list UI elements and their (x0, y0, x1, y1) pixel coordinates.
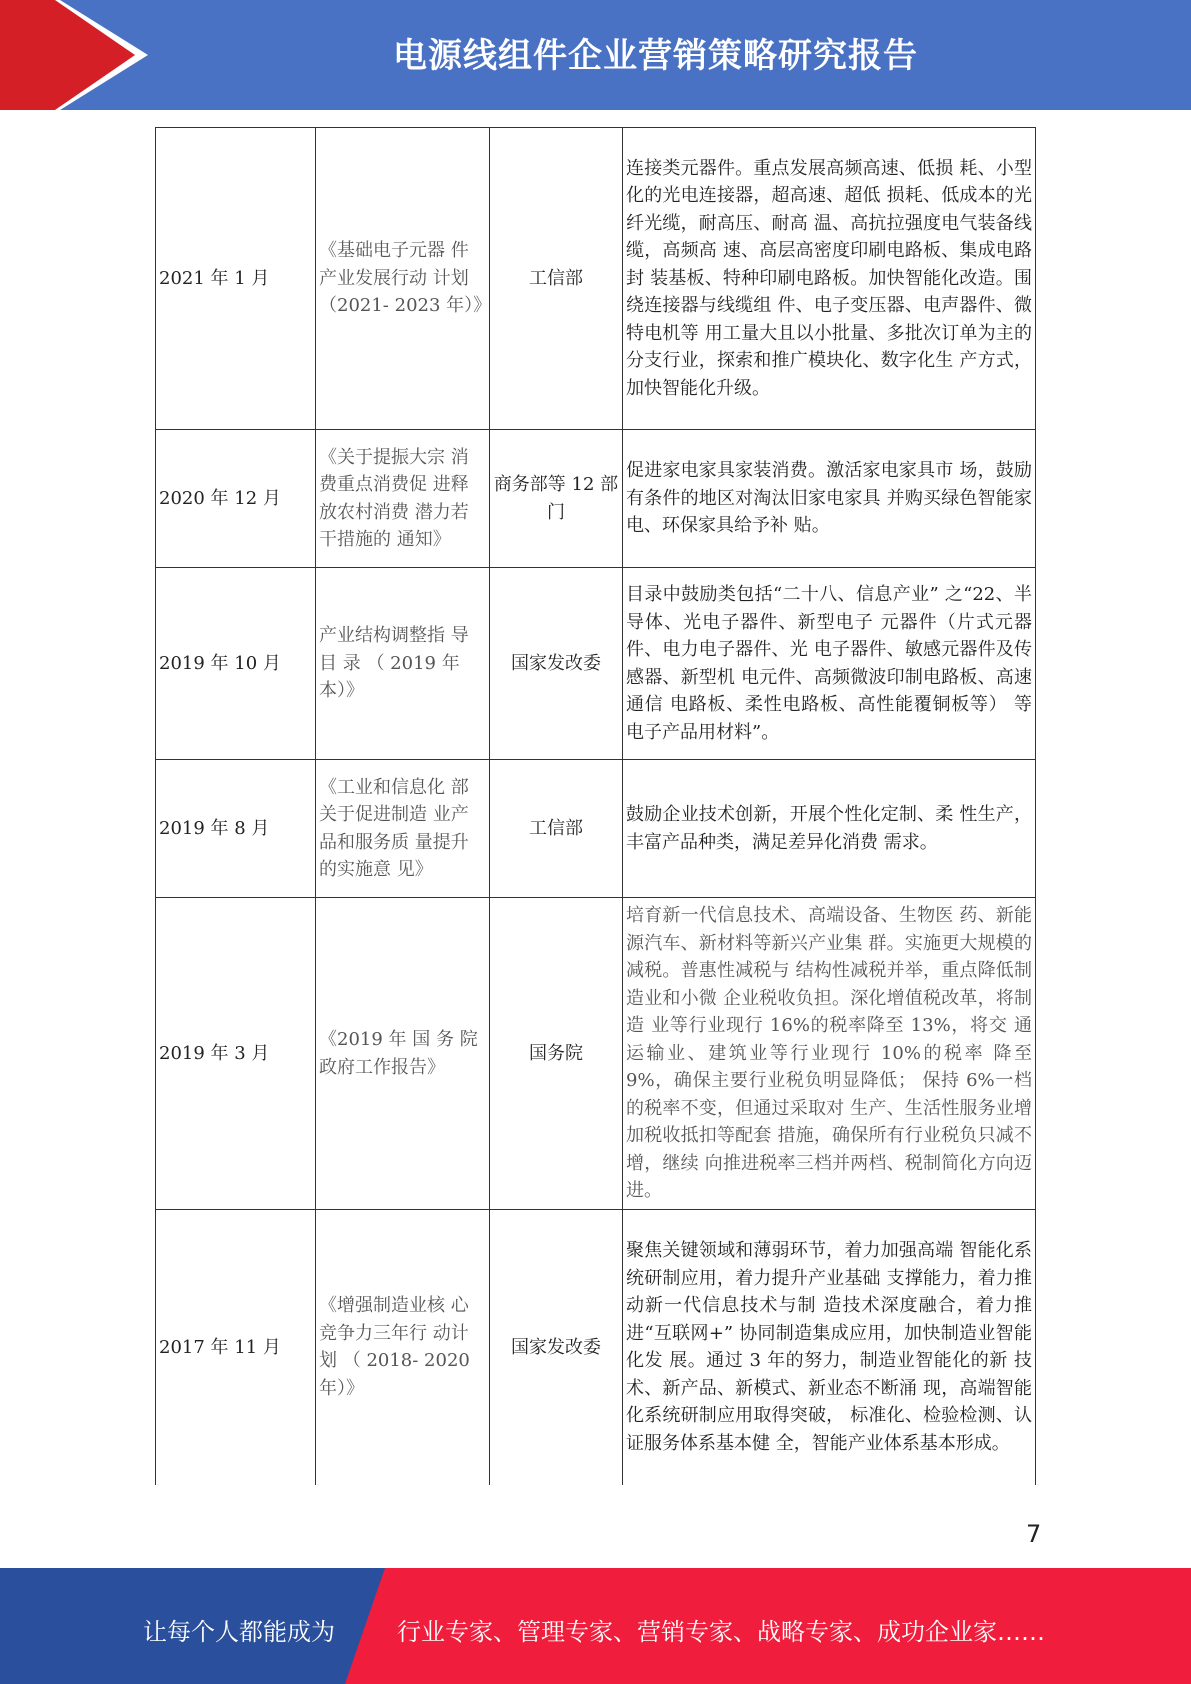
department-cell: 商务部等 12 部门 (490, 430, 623, 568)
date-cell: 2019 年 3 月 (156, 898, 316, 1210)
footer-slogan-left: 让每个人都能成为 (143, 1618, 335, 1646)
date-cell: 2019 年 10 月 (156, 568, 316, 760)
page-footer (0, 1568, 1191, 1684)
date-cell: 2017 年 11 月 (156, 1210, 316, 1485)
table-row (156, 760, 1036, 898)
department-cell: 国务院 (490, 898, 623, 1210)
policy-name-cell: 《基础电子元器 件产业发展行动 计划（2021- 2023 年）》 (316, 128, 490, 430)
policy-name-cell: 《关于提振大宗 消费重点消费促 进释放农村消费 潜力若干措施的 通知》 (316, 430, 490, 568)
date-cell: 2021 年 1 月 (156, 128, 316, 430)
policy-content-cell: 促进家电家具家装消费。激活家电家具市 场，鼓励有条件的地区对淘汰旧家电家具 并购买绿色智能家电、环保家具给予补 贴。 (623, 430, 1036, 568)
policy-content-cell: 鼓励企业技术创新，开展个性化定制、柔 性生产，丰富产品种类，满足差异化消费 需求。 (623, 760, 1036, 898)
policy-content-cell: 连接类元器件。重点发展高频高速、低损 耗、小型化的光电连接器，超高速、超低 损耗、低成本的光纤光缆，耐高压、耐高 温、高抗拉强度电气装备线缆，高频高 速、高层高密度印刷电路板、集成电路封 装基板、特种印刷电路板。加快智能化改造。围绕连接器与线缆组 件、电子变压器、电声器件、微特电机等 用工量大且以小批量、多批次订单为主的 分支行业，探索和推广模块化、数字化生 产方式，加快智能化升级。 (623, 128, 1036, 430)
table-row (156, 898, 1036, 1210)
department-cell: 工信部 (490, 128, 623, 430)
policy-content-cell: 目录中鼓励类包括“二十八、信息产业” 之“22、半导体、光电子器件、新型电子 元器件（片式元器件、电力电子器件、光 电子器件、敏感元器件及传感器、新型机 电元件、高频微波印制电路板、高速通信 电路板、柔性电路板、高性能覆铜板等） 等电子产品用材料”。 (623, 568, 1036, 760)
date-cell: 2020 年 12 月 (156, 430, 316, 568)
department-cell: 工信部 (490, 760, 623, 898)
policy-name-cell: 《工业和信息化 部关于促进制造 业产品和服务质 量提升的实施意 见》 (316, 760, 490, 898)
report-title: 电源线组件企业营销策略研究报告 (393, 36, 918, 76)
policy-name-cell: 产业结构调整指 导目 录 （ 2019 年本）》 (316, 568, 490, 760)
policy-content-cell: 聚焦关键领域和薄弱环节，着力加强高端 智能化系统研制应用，着力提升产业基础 支撑能力，着力推动新一代信息技术与制 造技术深度融合，着力推进“互联网+” 协同制造集成应用，加快制造业智能化发 展。通过 3 年的努力，制造业智能化的新 技术、新产品、新模式、新业态不断涌 现，高端智能化系统研制应用取得突破， 标准化、检验检测、认证服务体系基本健 全，智能产业体系基本形成。 (623, 1210, 1036, 1485)
policy-table (155, 127, 1036, 1485)
table-row (156, 128, 1036, 430)
date-cell: 2019 年 8 月 (156, 760, 316, 898)
department-cell: 国家发改委 (490, 568, 623, 760)
table-row (156, 568, 1036, 760)
header-arrow-decoration (0, 0, 150, 110)
page-header (0, 0, 1191, 110)
policy-content-cell: 培育新一代信息技术、高端设备、生物医 药、新能源汽车、新材料等新兴产业集 群。实施更大规模的减税。普惠性减税与 结构性减税并举，重点降低制造业和小微 企业税收负担。深化增值税改革，将制造 业等行业现行 16%的税率降至 13%，将交 通运输业、建筑业等行业现行 10%的税率 降至 9%，确保主要行业税负明显降低； 保持 6%一档的税率不变，但通过采取对 生产、生活性服务业增加税收抵扣等配套 措施，确保所有行业税负只减不增，继续 向推进税率三档并两档、税制简化方向迈 进。 (623, 898, 1036, 1210)
department-cell: 国家发改委 (490, 1210, 623, 1485)
table-row (156, 430, 1036, 568)
table-row (156, 1210, 1036, 1485)
policy-name-cell: 《2019 年 国 务 院 政府工作报告》 (316, 898, 490, 1210)
page-number: 7 (1026, 1520, 1042, 1548)
footer-slogan-right: 行业专家、管理专家、营销专家、战略专家、成功企业家…… (397, 1618, 1045, 1646)
policy-name-cell: 《增强制造业核 心竞争力三年行 动计划 （ 2018- 2020 年）》 (316, 1210, 490, 1485)
